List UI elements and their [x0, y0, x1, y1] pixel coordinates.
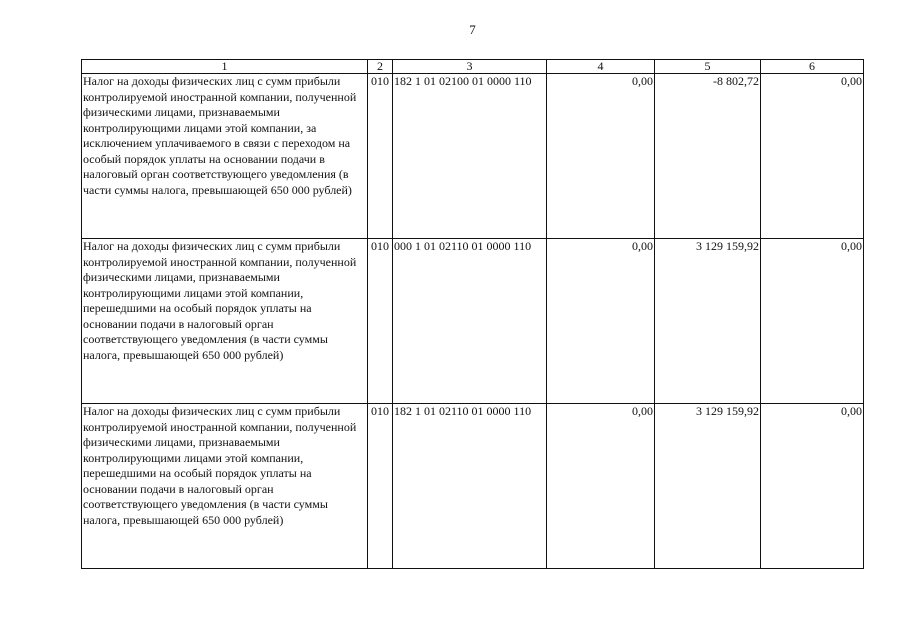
budget-classification-code: 182 1 01 02110 01 0000 110	[393, 404, 547, 569]
line-code: 010	[368, 239, 393, 404]
value-column-5: -8 802,72	[655, 74, 761, 239]
value-column-5: 3 129 159,92	[655, 404, 761, 569]
column-header-3: 3	[393, 60, 547, 74]
indicator-name: Налог на доходы физических лиц с сумм прибыли контролируемой иностранной компании, полученной физическими лицами, признаваемыми контролирующими лицами этой компании, за исключением уплачиваемого в связи с переходом на особый порядок уплаты на основании подачи в налоговый орган соответствующего уведомления (в части суммы налога, превышающей 650 000 рублей)	[82, 74, 368, 239]
column-header-2: 2	[368, 60, 393, 74]
page-number: 7	[469, 22, 476, 37]
value-column-4: 0,00	[547, 74, 655, 239]
column-header-1: 1	[82, 60, 368, 74]
value-column-5: 3 129 159,92	[655, 239, 761, 404]
column-header-4: 4	[547, 60, 655, 74]
budget-classification-code: 182 1 01 02100 01 0000 110	[393, 74, 547, 239]
report-table	[81, 59, 864, 569]
column-number-row	[82, 60, 864, 74]
value-column-6: 0,00	[761, 74, 864, 239]
line-code: 010	[368, 404, 393, 569]
table-row	[82, 404, 864, 569]
budget-classification-code: 000 1 01 02110 01 0000 110	[393, 239, 547, 404]
column-header-5: 5	[655, 60, 761, 74]
value-column-4: 0,00	[547, 404, 655, 569]
line-code: 010	[368, 74, 393, 239]
value-column-6: 0,00	[761, 404, 864, 569]
value-column-4: 0,00	[547, 239, 655, 404]
indicator-name: Налог на доходы физических лиц с сумм прибыли контролируемой иностранной компании, полученной физическими лицами, признаваемыми контролирующими лицами этой компании, перешедшими на особый порядок уплаты на основании подачи в налоговый орган соответствующего уведомления (в части суммы налога, превышающей 650 000 рублей)	[82, 239, 368, 404]
column-header-6: 6	[761, 60, 864, 74]
table-row	[82, 239, 864, 404]
table-row	[82, 74, 864, 239]
value-column-6: 0,00	[761, 239, 864, 404]
indicator-name: Налог на доходы физических лиц с сумм прибыли контролируемой иностранной компании, полученной физическими лицами, признаваемыми контролирующими лицами этой компании, перешедшими на особый порядок уплаты на основании подачи в налоговый орган соответствующего уведомления (в части суммы налога, превышающей 650 000 рублей)	[82, 404, 368, 569]
